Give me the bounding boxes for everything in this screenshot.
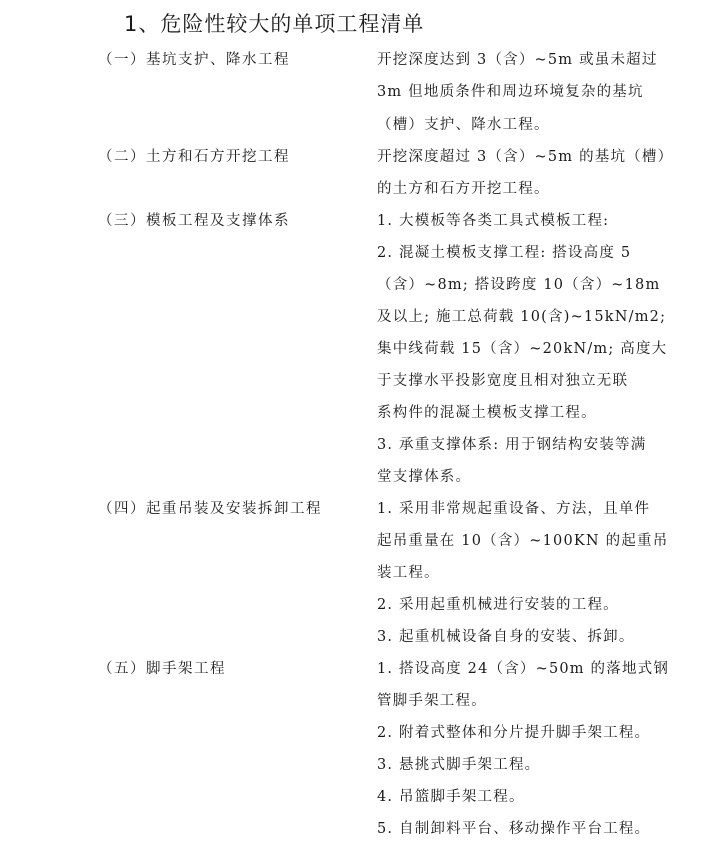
item-label-earthwork: （二）土方和石方开挖工程 bbox=[98, 149, 290, 165]
item-line: （槽）支护、降水工程。 bbox=[377, 117, 550, 133]
item-label-formwork: （三）模板工程及支撑体系 bbox=[98, 213, 290, 229]
item-line: 装工程。 bbox=[377, 565, 440, 581]
item-line: 1. 大模板等各类工具式模板工程: bbox=[377, 213, 610, 229]
item-line: 3. 起重机械设备自身的安装、拆卸。 bbox=[377, 629, 635, 645]
page-title: 1、危险性较大的单项工程清单 bbox=[124, 12, 425, 36]
item-label-excavation-support: （一）基坑支护、降水工程 bbox=[98, 52, 290, 68]
item-line: 2. 采用起重机械进行安装的工程。 bbox=[377, 597, 619, 613]
item-label-scaffolding: （五）脚手架工程 bbox=[98, 661, 226, 677]
item-line: 起吊重量在 10（含）~100KN 的起重吊 bbox=[377, 533, 669, 549]
item-line: （含）~8m; 搭设跨度 10（含）~18m bbox=[377, 277, 661, 293]
item-line: 4. 吊篮脚手架工程。 bbox=[377, 789, 525, 805]
item-line: 3. 承重支撑体系: 用于钢结构安装等满 bbox=[377, 437, 647, 453]
item-line: 的土方和石方开挖工程。 bbox=[377, 181, 550, 197]
item-line: 2. 混凝土模板支撑工程: 搭设高度 5 bbox=[377, 245, 632, 261]
item-line: 开挖深度超过 3（含）~5m 的基坑（槽） bbox=[377, 149, 674, 165]
item-label-hoisting: （四）起重吊装及安装拆卸工程 bbox=[98, 501, 322, 517]
item-line: 2. 附着式整体和分片提升脚手架工程。 bbox=[377, 725, 651, 741]
item-line: 及以上; 施工总荷载 10(含)~15kN/m2; bbox=[377, 309, 667, 325]
item-line: 1. 搭设高度 24（含）~50m 的落地式钢 bbox=[377, 661, 670, 677]
item-line: 堂支撑体系。 bbox=[377, 469, 472, 485]
item-line: 3m 但地质条件和周边环境复杂的基坑 bbox=[377, 84, 644, 100]
item-line: 开挖深度达到 3（含）~5m 或虽未超过 bbox=[377, 52, 658, 68]
item-line: 5. 自制卸料平台、移动操作平台工程。 bbox=[377, 821, 651, 837]
item-line: 1. 采用非常规起重设备、方法，且单件 bbox=[377, 501, 651, 517]
item-line: 于支撑水平投影宽度且相对独立无联 bbox=[377, 373, 629, 389]
item-line: 集中线荷载 15（含）~20kN/m; 高度大 bbox=[377, 341, 668, 357]
item-line: 管脚手架工程。 bbox=[377, 693, 487, 709]
item-line: 3. 悬挑式脚手架工程。 bbox=[377, 757, 541, 773]
item-line: 系构件的混凝土模板支撑工程。 bbox=[377, 405, 597, 421]
